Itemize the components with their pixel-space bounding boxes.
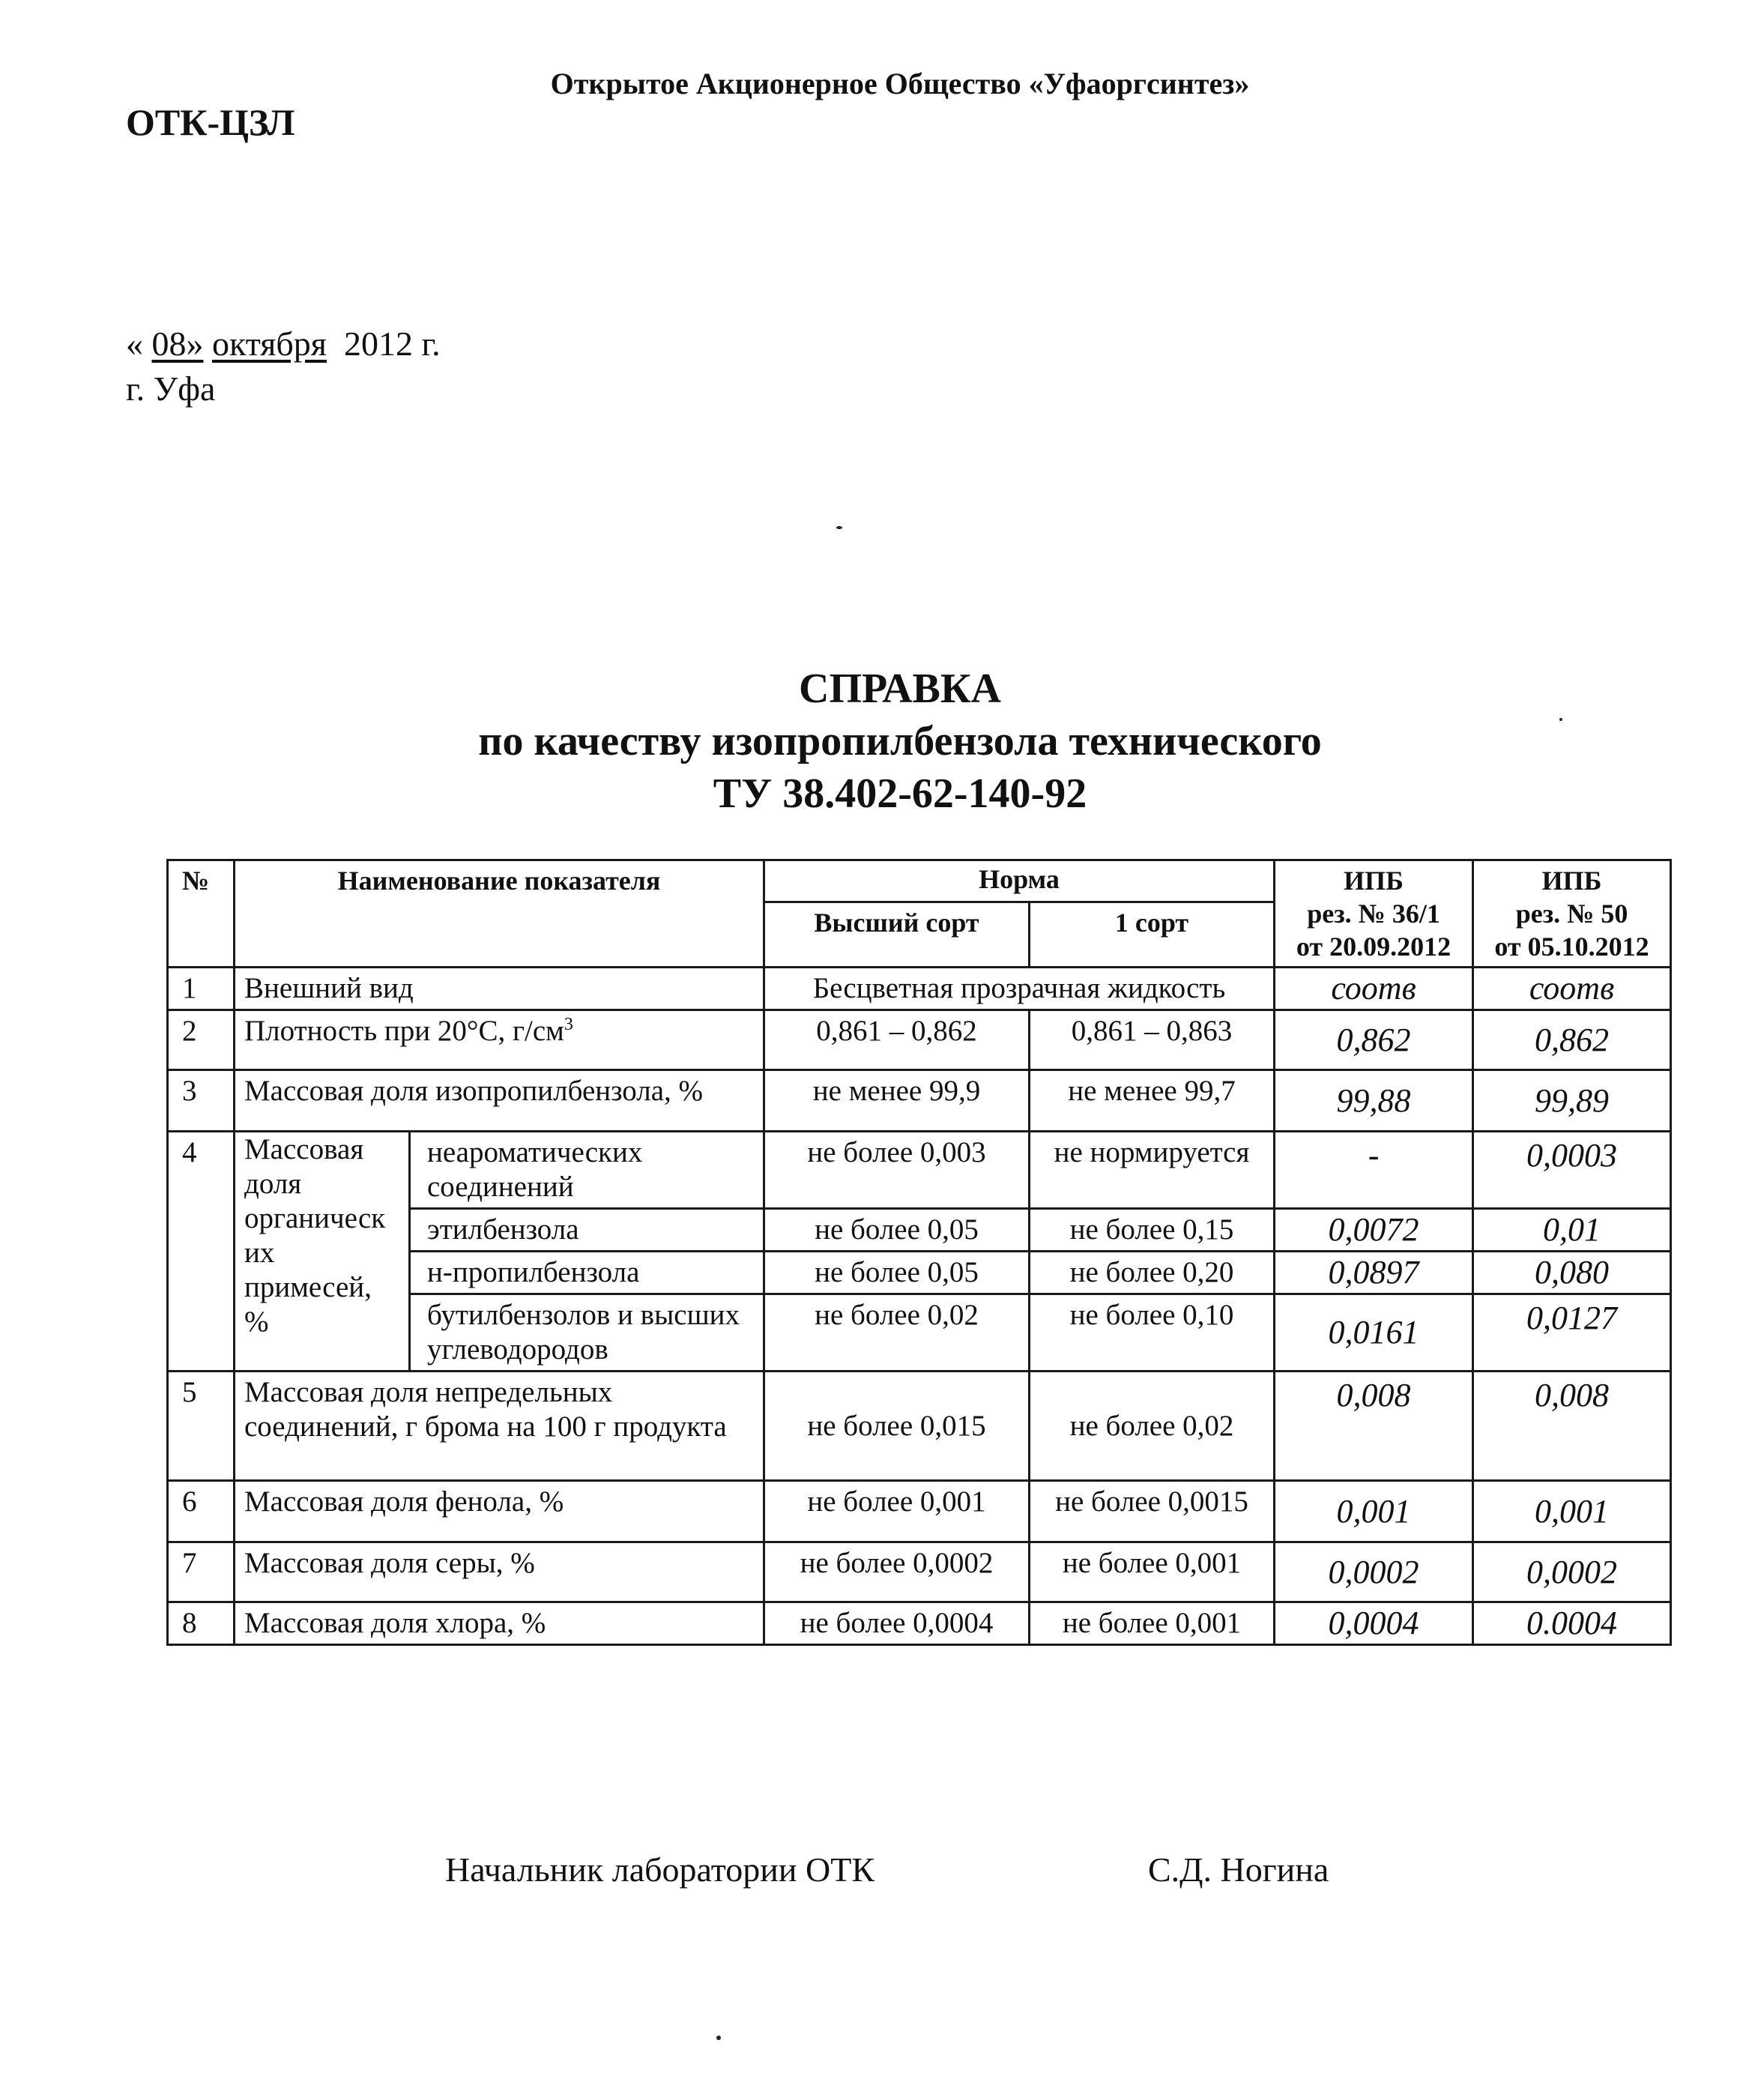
row-4b-result-1: 0,0072 — [1275, 1209, 1473, 1252]
row-4d-result-2: 0,0127 — [1473, 1294, 1671, 1372]
date-month: октября — [212, 325, 327, 363]
row-4c-result-2: 0,080 — [1473, 1252, 1671, 1294]
table-row — [168, 1132, 1671, 1209]
row-2-num: 2 — [168, 1010, 235, 1070]
scan-speck — [716, 2036, 721, 2040]
header-num: № — [168, 860, 235, 968]
row-7-name: Массовая доля серы, % — [235, 1542, 764, 1602]
row-3-result-1: 99,88 — [1275, 1070, 1473, 1132]
row-7-num: 7 — [168, 1542, 235, 1602]
row-7-result-1: 0,0002 — [1275, 1542, 1473, 1602]
header-grade-1: 1 сорт — [1030, 902, 1275, 967]
table-row — [168, 968, 1671, 1010]
row-2-name-sup: 3 — [564, 1015, 573, 1034]
row-5-num: 5 — [168, 1372, 235, 1481]
date-close-quote: » — [186, 325, 204, 363]
row-5-name: Массовая доля непредельных соединений, г брома на 100 г продукта — [235, 1372, 764, 1481]
header-indicator-name: Наименование показателя — [235, 860, 764, 968]
row-2-grade-1: 0,861 – 0,863 — [1030, 1010, 1275, 1070]
signature-name: С.Д. Ногина — [1148, 1850, 1329, 1889]
table-header-row — [168, 860, 1671, 902]
title-line-3: ТУ 38.402-62-140-92 — [713, 770, 1087, 817]
date-open-quote: « — [126, 325, 143, 363]
table-row — [168, 1542, 1671, 1602]
row-7-grade-top: не более 0,0002 — [764, 1542, 1030, 1602]
document-date — [126, 324, 441, 363]
sample-1-res: рез. № 36/1 — [1307, 899, 1440, 929]
table-row — [168, 1372, 1671, 1481]
header-sample-1 — [1275, 860, 1473, 968]
row-1-norm: Бесцветная прозрачная жидкость — [764, 968, 1275, 1010]
row-3-name: Массовая доля изопропилбензола, % — [235, 1070, 764, 1132]
row-2-name — [235, 1010, 764, 1070]
row-3-result-2: 99,89 — [1473, 1070, 1671, 1132]
row-4b-result-2: 0,01 — [1473, 1209, 1671, 1252]
row-4d-grade-top: не более 0,02 — [764, 1294, 1030, 1372]
quality-table — [166, 859, 1672, 1646]
row-1-name: Внешний вид — [235, 968, 764, 1010]
row-1-num: 1 — [168, 968, 235, 1010]
table-row — [168, 1070, 1671, 1132]
table-row — [168, 1010, 1671, 1070]
row-4c-grade-top: не более 0,05 — [764, 1252, 1030, 1294]
row-8-name: Массовая доля хлора, % — [235, 1602, 764, 1645]
header-grade-top: Высший сорт — [764, 902, 1030, 967]
document-city: г. Уфа — [126, 369, 216, 408]
signature-role: Начальник лаборатории ОТК — [445, 1850, 875, 1889]
row-2-result-2: 0,862 — [1473, 1010, 1671, 1070]
row-3-grade-top: не менее 99,9 — [764, 1070, 1030, 1132]
row-1-result-2: соотв — [1473, 968, 1671, 1010]
row-8-num: 8 — [168, 1602, 235, 1645]
row-4b-grade-top: не более 0,05 — [764, 1209, 1030, 1252]
row-2-result-1: 0,862 — [1275, 1010, 1473, 1070]
row-4a-name: неароматических соединений — [410, 1132, 764, 1209]
row-6-grade-top: не более 0,001 — [764, 1481, 1030, 1542]
title-line-1: СПРАВКА — [799, 666, 1001, 712]
row-3-num: 3 — [168, 1070, 235, 1132]
row-6-num: 6 — [168, 1481, 235, 1542]
row-7-result-2: 0,0002 — [1473, 1542, 1671, 1602]
document-title — [0, 663, 1740, 820]
row-4c-name: н-пропилбензола — [410, 1252, 764, 1294]
row-8-result-1: 0,0004 — [1275, 1602, 1473, 1645]
sample-2-date: от 05.10.2012 — [1494, 932, 1649, 962]
row-4-group-label: Массовая доля органическ их примесей, % — [235, 1132, 410, 1372]
row-2-grade-top: 0,861 – 0,862 — [764, 1010, 1030, 1070]
row-6-name: Массовая доля фенола, % — [235, 1481, 764, 1542]
row-4d-result-1: 0,0161 — [1275, 1294, 1473, 1372]
row-8-grade-1: не более 0,001 — [1030, 1602, 1275, 1645]
sample-1-title: ИПБ — [1344, 866, 1404, 896]
date-year: 2012 г. — [343, 325, 441, 363]
row-4c-result-1: 0,0897 — [1275, 1252, 1473, 1294]
row-4d-name: бутилбензолов и высших углеводородов — [410, 1294, 764, 1372]
row-4a-grade-top: не более 0,003 — [764, 1132, 1030, 1209]
row-4-num: 4 — [168, 1132, 235, 1372]
row-4b-grade-1: не более 0,15 — [1030, 1209, 1275, 1252]
row-6-result-1: 0,001 — [1275, 1481, 1473, 1542]
row-5-result-2: 0,008 — [1473, 1372, 1671, 1481]
table-row — [168, 1602, 1671, 1645]
row-5-result-1: 0,008 — [1275, 1372, 1473, 1481]
header-norm: Норма — [764, 860, 1275, 902]
row-6-result-2: 0,001 — [1473, 1481, 1671, 1542]
sample-1-date: от 20.09.2012 — [1296, 932, 1451, 962]
sample-2-title: ИПБ — [1541, 866, 1602, 896]
row-8-grade-top: не более 0,0004 — [764, 1602, 1030, 1645]
row-5-grade-1: не более 0,02 — [1030, 1372, 1275, 1481]
sample-2-res: рез. № 50 — [1515, 899, 1628, 929]
date-day: 08 — [151, 325, 187, 363]
table-row — [168, 1481, 1671, 1542]
scan-speck — [836, 526, 842, 529]
organization-name: Открытое Акционерное Общество «Уфаоргсинтез» — [550, 67, 1250, 100]
title-line-2: по качеству изопропилбензола технического — [478, 718, 1322, 764]
department-code: ОТК-ЦЗЛ — [126, 101, 295, 143]
row-3-grade-1: не менее 99,7 — [1030, 1070, 1275, 1132]
header-sample-2 — [1473, 860, 1671, 968]
row-4a-result-2: 0,0003 — [1473, 1132, 1671, 1209]
row-4d-grade-1: не более 0,10 — [1030, 1294, 1275, 1372]
row-2-name-text: Плотность при 20°С, г/см — [244, 1015, 564, 1047]
row-6-grade-1: не более 0,0015 — [1030, 1481, 1275, 1542]
row-4b-name: этилбензола — [410, 1209, 764, 1252]
row-5-grade-top: не более 0,015 — [764, 1372, 1030, 1481]
row-8-result-2: 0.0004 — [1473, 1602, 1671, 1645]
row-4c-grade-1: не более 0,20 — [1030, 1252, 1275, 1294]
row-1-result-1: соотв — [1275, 968, 1473, 1010]
row-4a-grade-1: не нормируется — [1030, 1132, 1275, 1209]
row-7-grade-1: не более 0,001 — [1030, 1542, 1275, 1602]
row-4a-result-1: - — [1275, 1132, 1473, 1209]
